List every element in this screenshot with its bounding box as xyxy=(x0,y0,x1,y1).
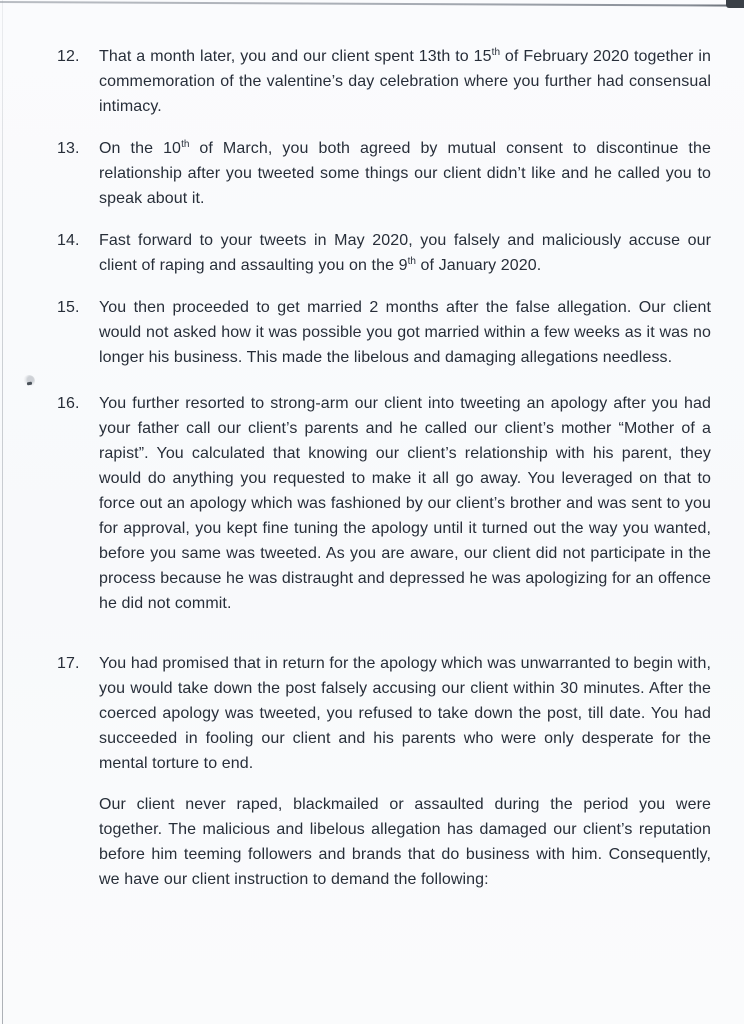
text-segment: of February 2020 together in commemoration of the valentine’s day celebration where you further had consensual intimacy. xyxy=(99,48,711,115)
paragraph-number: 16. xyxy=(57,395,80,412)
text-segment: of March, you both agreed by mutual consent to discontinue the relationship after you tweeted some things our client didn’t like and he called you to speak about it. xyxy=(99,140,711,207)
paragraph-number: 15. xyxy=(57,299,80,316)
paragraph-text xyxy=(99,295,711,370)
scan-top-edge-artifact xyxy=(0,1,744,7)
paragraph-number: 14. xyxy=(57,232,80,249)
closing-paragraph xyxy=(57,792,711,892)
text-segment: Our client never raped, blackmailed or assaulted during the period you were together. The malicious and libelous allegation has damaged our client’s reputation before him teeming followers and brands that do business with him. Consequently, we have our client instruction to demand the following: xyxy=(99,796,711,888)
text-segment: Fast forward to your tweets in May 2020, you falsely and maliciously accuse our client of raping and assaulting you on the 9 xyxy=(99,232,711,274)
text-segment: You then proceeded to get married 2 months after the false allegation. Our client would not asked how it was possible you got married within a few weeks as it was no longer his business. This made the libelous and damaging allegations needless. xyxy=(99,299,711,366)
paragraph-number xyxy=(57,792,99,892)
text-segment: You had promised that in return for the apology which was unwarranted to begin with, you would take down the post falsely accusing our client within 30 minutes. After the coerced apology was tweeted, you refused to take down the post, till date. You had succeeded in fooling our client and his parents who were only desperate for the mental torture to end. xyxy=(99,655,711,772)
scan-left-edge-artifact xyxy=(2,0,3,1024)
paragraph-text xyxy=(99,228,711,278)
numbered-paragraph xyxy=(57,136,711,211)
numbered-paragraph xyxy=(57,228,711,278)
numbered-paragraph xyxy=(57,651,711,776)
numbered-paragraph xyxy=(57,44,711,119)
ink-smudge-mark xyxy=(23,375,35,387)
paragraph-text xyxy=(99,44,711,119)
text-segment: On the 10 xyxy=(99,140,182,157)
ordinal-superscript: th xyxy=(181,139,190,150)
paragraph-text xyxy=(99,136,711,211)
paragraph-text xyxy=(99,651,711,776)
scan-corner-artifact xyxy=(726,0,744,8)
paragraph-text xyxy=(99,792,711,892)
paragraph-text xyxy=(99,391,711,616)
ordinal-superscript: th xyxy=(407,256,416,267)
paragraph-number: 17. xyxy=(57,655,80,672)
document-body xyxy=(57,44,711,909)
text-segment: That a month later, you and our client spent 13th to 15 xyxy=(99,48,492,65)
ordinal-superscript: th xyxy=(491,47,501,58)
numbered-paragraph xyxy=(57,391,711,616)
text-segment: You further resorted to strong-arm our client into tweeting an apology after you had your father call our client’s parents and he called our client’s mother “Mother of a rapist”. You calculated that knowing our client’s relationship with his parent, they would do anything you requested to make it all go away. You leveraged on that to force out an apology which was fashioned by our client’s brother and was sent to you for approval, you kept fine tuning the apology until it turned out the way you wanted, before you same was tweeted. As you are aware, our client did not participate in the process because he was distraught and depressed he was apologizing for an offence he did not commit. xyxy=(99,395,711,612)
numbered-paragraph xyxy=(57,295,711,370)
paragraph-number: 13. xyxy=(57,140,80,157)
paragraph-number: 12. xyxy=(57,48,80,65)
text-segment: of January 2020. xyxy=(415,257,542,274)
